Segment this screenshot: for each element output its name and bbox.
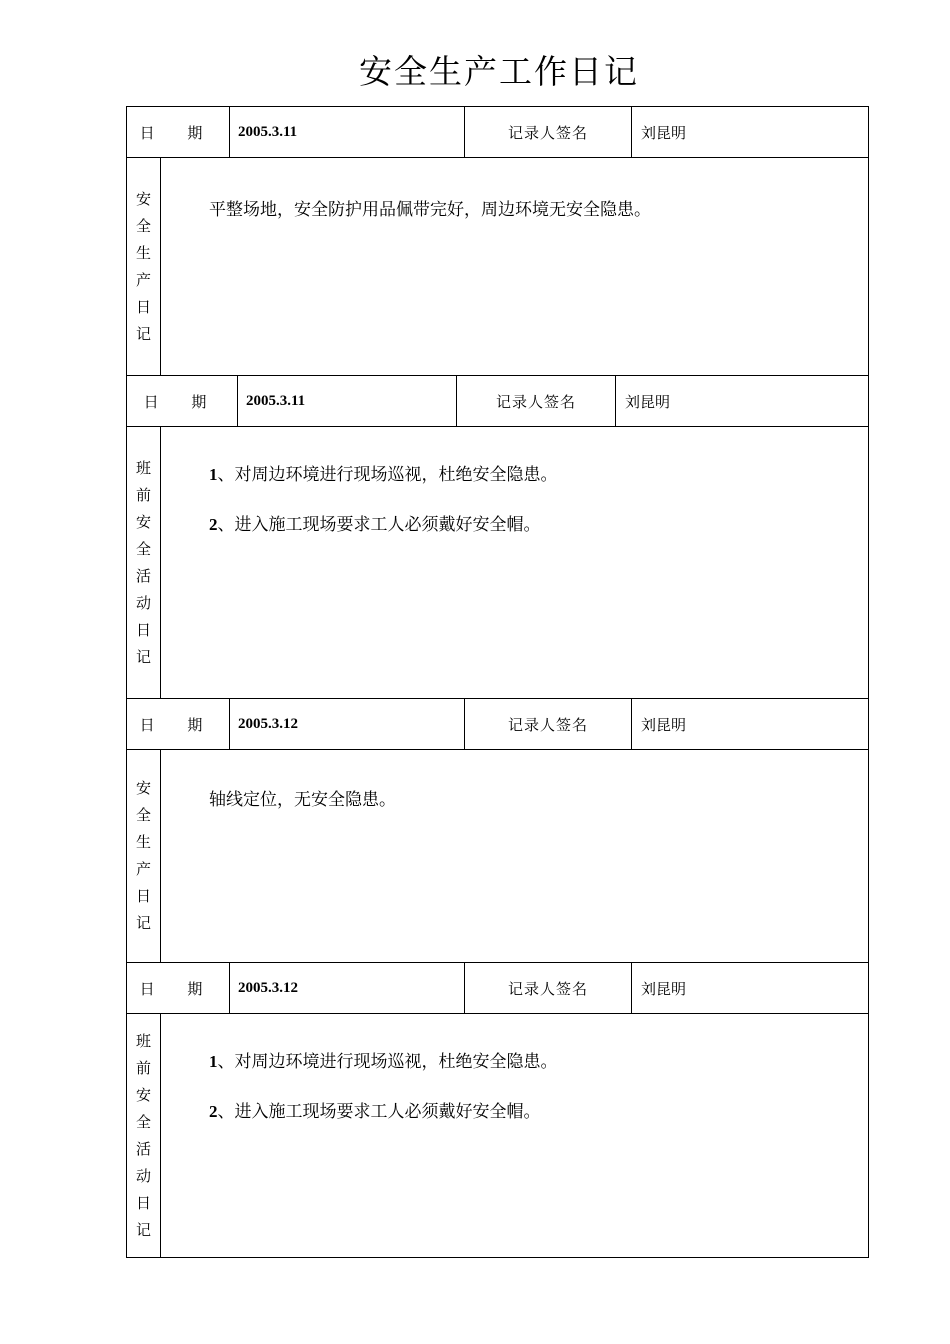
entry-header-row (127, 699, 868, 750)
line-number: 2 (209, 515, 218, 534)
entry-header-row (127, 376, 868, 427)
entry-header-row (127, 963, 868, 1014)
entry-body (127, 750, 868, 963)
section-side-label (127, 158, 161, 375)
side-char: 安 (135, 512, 151, 531)
recorder-label: 记录人签名 (464, 699, 631, 749)
recorder-name: 刘昆明 (631, 107, 868, 157)
line-text: 平整场地，安全防护用品佩带完好，周边环境无安全隐患。 (209, 200, 651, 220)
recorder-label: 记录人签名 (464, 107, 631, 157)
line-text: 、对周边环境进行现场巡视，杜绝安全隐患。 (217, 465, 558, 485)
page-title: 安全生产工作日记 (359, 52, 639, 91)
side-char: 安 (135, 779, 151, 797)
line-number: 2 (209, 1102, 218, 1121)
date-value: 2005.3.11 (229, 107, 464, 157)
section-side-label (127, 1014, 161, 1257)
side-char: 生 (135, 243, 151, 262)
recorder-name: 刘昆明 (631, 963, 868, 1013)
side-char: 安 (135, 1085, 151, 1104)
section-side-label (127, 750, 161, 962)
side-char: 全 (135, 806, 151, 824)
entry-body (127, 427, 868, 699)
entry-content (209, 198, 858, 248)
diary-table (126, 106, 869, 1258)
recorder-name: 刘昆明 (631, 699, 868, 749)
side-char: 班 (135, 1031, 151, 1050)
side-char: 产 (135, 270, 151, 289)
entry-content (209, 463, 858, 563)
date-value: 2005.3.12 (229, 699, 464, 749)
content-line (209, 198, 858, 222)
recorder-label: 记录人签名 (464, 963, 631, 1013)
side-char: 活 (135, 566, 151, 585)
content-line (209, 1100, 858, 1124)
side-char: 日 (135, 620, 151, 639)
side-char: 日 (135, 1193, 151, 1212)
side-char: 生 (135, 833, 151, 851)
line-number: 1 (209, 465, 218, 484)
recorder-label: 记录人签名 (456, 376, 615, 426)
date-label: 日 期 (143, 392, 221, 411)
side-char: 活 (135, 1139, 151, 1158)
content-line (209, 463, 858, 487)
entry-body (127, 1014, 868, 1257)
side-char: 记 (135, 1220, 151, 1239)
entry-content (209, 788, 858, 838)
line-text: 、对周边环境进行现场巡视，杜绝安全隐患。 (217, 1052, 558, 1072)
side-char: 产 (135, 860, 151, 878)
side-char: 全 (135, 539, 151, 558)
side-char: 前 (135, 1058, 151, 1077)
entry-header-row (127, 107, 868, 158)
side-char: 动 (135, 593, 151, 612)
line-text: 、进入施工现场要求工人必须戴好安全帽。 (217, 1102, 541, 1122)
date-value: 2005.3.11 (237, 376, 456, 426)
side-char: 安 (135, 189, 151, 208)
recorder-name: 刘昆明 (615, 376, 868, 426)
date-value: 2005.3.12 (229, 963, 464, 1013)
side-char: 日 (135, 887, 151, 905)
entry-body (127, 158, 868, 376)
side-char: 班 (135, 458, 151, 477)
line-text: 轴线定位，无安全隐患。 (209, 790, 396, 810)
side-char: 日 (135, 297, 151, 316)
side-char: 前 (135, 485, 151, 504)
section-side-label (127, 427, 161, 698)
content-line (209, 1050, 858, 1074)
date-label: 日 期 (139, 715, 217, 734)
side-char: 记 (135, 324, 151, 343)
line-text: 、进入施工现场要求工人必须戴好安全帽。 (217, 515, 541, 535)
content-line (209, 513, 858, 537)
entry-content (209, 1050, 858, 1150)
side-char: 记 (135, 647, 151, 666)
side-char: 全 (135, 1112, 151, 1131)
side-char: 记 (135, 914, 151, 932)
date-label: 日 期 (139, 123, 217, 142)
side-char: 动 (135, 1166, 151, 1185)
line-number: 1 (209, 1052, 218, 1071)
side-char: 全 (135, 216, 151, 235)
content-line (209, 788, 858, 812)
date-label: 日 期 (139, 979, 217, 998)
